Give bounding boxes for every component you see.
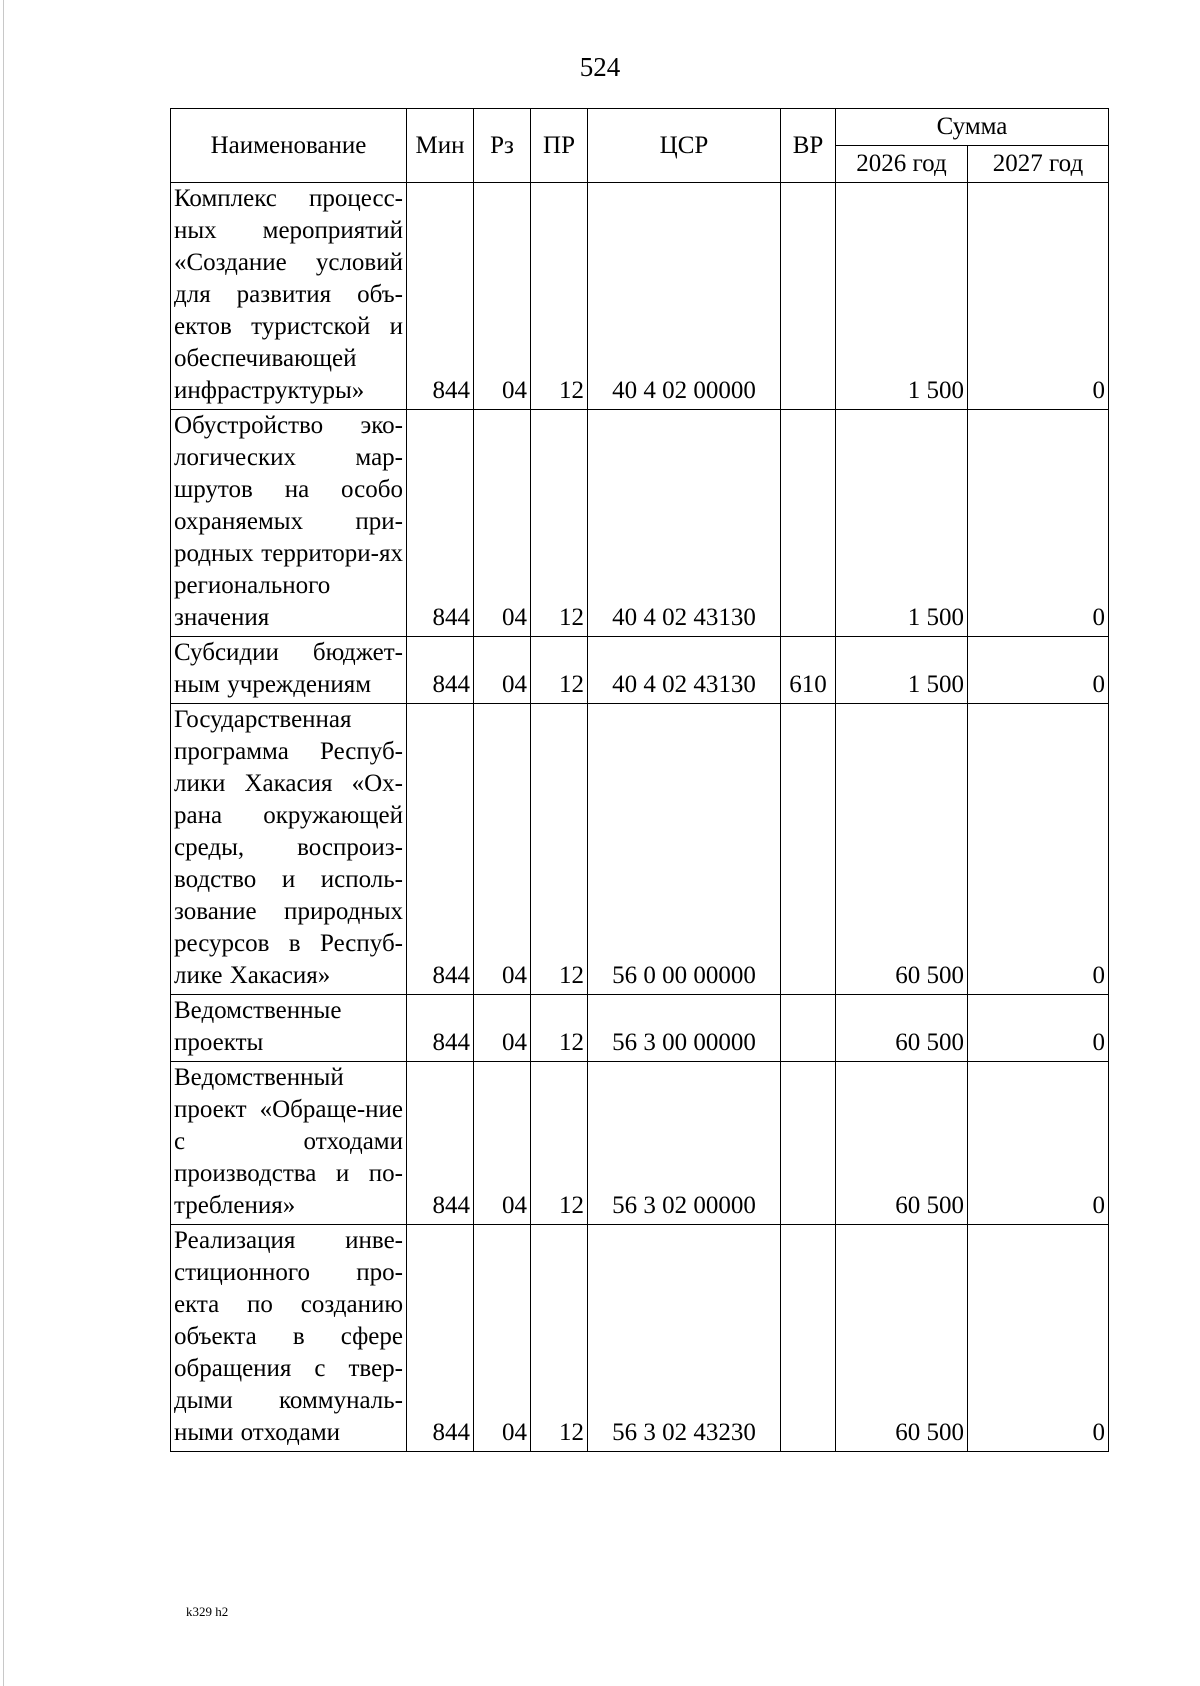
row-pr: 12 — [531, 704, 588, 995]
header-year-2027: 2027 год — [968, 146, 1109, 183]
table-body — [171, 183, 1109, 1452]
row-name: Государственная программа Респуб-лики Хакасия «Ох-рана окружающей среды, воспроиз-водство и исполь-зование природных ресурсов в Респуб-лике Хакасия» — [171, 704, 407, 995]
header-min: Мин — [407, 109, 474, 183]
row-name: Ведомственные проекты — [171, 995, 407, 1062]
row-sum-2026: 1 500 — [836, 183, 968, 410]
row-rz: 04 — [474, 410, 531, 637]
row-rz: 04 — [474, 183, 531, 410]
page-edge-line — [3, 0, 4, 1686]
table-row — [171, 704, 1109, 995]
row-name: Субсидии бюджет-ным учреждениям — [171, 637, 407, 704]
row-pr: 12 — [531, 637, 588, 704]
row-sum-2027: 0 — [968, 1225, 1109, 1452]
row-csr: 56 3 02 43230 — [588, 1225, 781, 1452]
row-min: 844 — [407, 637, 474, 704]
row-min: 844 — [407, 704, 474, 995]
row-csr: 40 4 02 43130 — [588, 410, 781, 637]
row-csr: 40 4 02 43130 — [588, 637, 781, 704]
header-row — [171, 109, 1109, 146]
header-rz: Рз — [474, 109, 531, 183]
row-vr — [781, 410, 836, 637]
row-sum-2027: 0 — [968, 410, 1109, 637]
footer-code: k329 h2 — [186, 1604, 229, 1619]
page-number: 524 — [579, 52, 621, 82]
row-rz: 04 — [474, 995, 531, 1062]
row-name: Комплекс процесс-ных мероприятий «Создание условий для развития объ-ектов туристской и обеспечивающей инфраструктуры» — [171, 183, 407, 410]
row-min: 844 — [407, 410, 474, 637]
row-sum-2026: 1 500 — [836, 410, 968, 637]
row-min: 844 — [407, 183, 474, 410]
row-sum-2027: 0 — [968, 637, 1109, 704]
header-vr: ВР — [781, 109, 836, 183]
row-name: Обустройство эко-логических мар-шрутов на особо охраняемых при-родных территори-ях регионального значения — [171, 410, 407, 637]
row-min: 844 — [407, 995, 474, 1062]
table-row — [171, 995, 1109, 1062]
header-csr: ЦСР — [588, 109, 781, 183]
row-vr — [781, 183, 836, 410]
row-rz: 04 — [474, 1062, 531, 1225]
row-vr: 610 — [781, 637, 836, 704]
table-row — [171, 410, 1109, 637]
row-vr — [781, 704, 836, 995]
table-row — [171, 1062, 1109, 1225]
row-sum-2026: 1 500 — [836, 637, 968, 704]
row-pr: 12 — [531, 183, 588, 410]
row-sum-2026: 60 500 — [836, 1062, 968, 1225]
budget-table — [170, 108, 1109, 1452]
row-csr: 56 0 00 00000 — [588, 704, 781, 995]
row-name: Реализация инве-стиционного про-екта по созданию объекта в сфере обращения с твер-дыми коммуналь-ными отходами — [171, 1225, 407, 1452]
row-vr — [781, 995, 836, 1062]
table-row — [171, 637, 1109, 704]
row-sum-2026: 60 500 — [836, 1225, 968, 1452]
header-year-2026: 2026 год — [836, 146, 968, 183]
row-vr — [781, 1225, 836, 1452]
row-name: Ведомственный проект «Обраще-ние с отходами производства и по-требления» — [171, 1062, 407, 1225]
row-sum-2027: 0 — [968, 995, 1109, 1062]
header-pr: ПР — [531, 109, 588, 183]
row-rz: 04 — [474, 704, 531, 995]
row-sum-2026: 60 500 — [836, 995, 968, 1062]
row-min: 844 — [407, 1062, 474, 1225]
header-name: Наименование — [171, 109, 407, 183]
row-vr — [781, 1062, 836, 1225]
row-min: 844 — [407, 1225, 474, 1452]
table-row — [171, 183, 1109, 410]
row-csr: 56 3 02 00000 — [588, 1062, 781, 1225]
row-sum-2027: 0 — [968, 704, 1109, 995]
row-csr: 56 3 00 00000 — [588, 995, 781, 1062]
row-pr: 12 — [531, 995, 588, 1062]
row-sum-2027: 0 — [968, 1062, 1109, 1225]
row-sum-2027: 0 — [968, 183, 1109, 410]
row-sum-2026: 60 500 — [836, 704, 968, 995]
row-pr: 12 — [531, 410, 588, 637]
row-pr: 12 — [531, 1225, 588, 1452]
header-sum: Сумма — [836, 109, 1109, 146]
row-rz: 04 — [474, 1225, 531, 1452]
row-pr: 12 — [531, 1062, 588, 1225]
table-row — [171, 1225, 1109, 1452]
row-csr: 40 4 02 00000 — [588, 183, 781, 410]
row-rz: 04 — [474, 637, 531, 704]
